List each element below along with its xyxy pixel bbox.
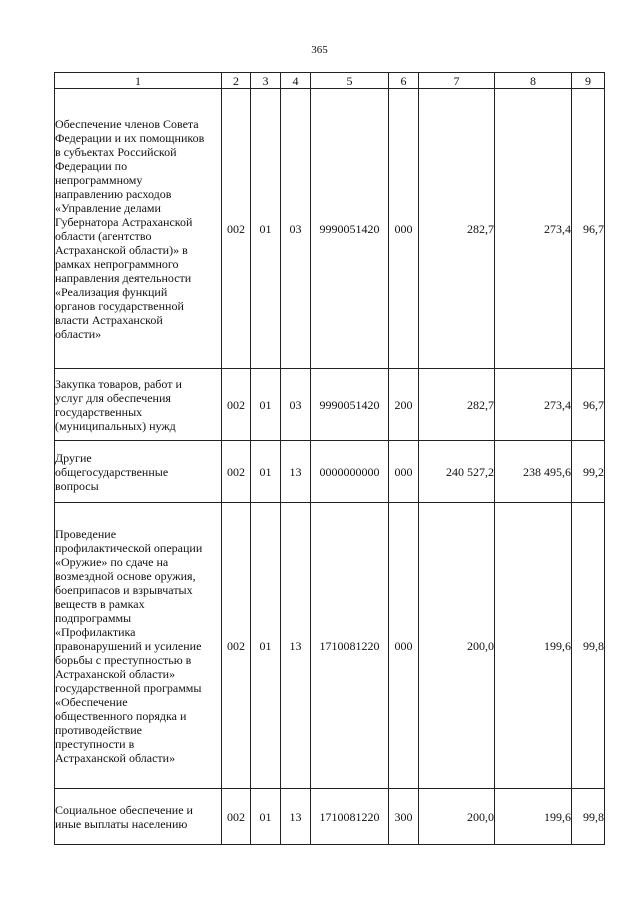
cell-c8: 199,6 bbox=[495, 789, 572, 845]
cell-c6: 000 bbox=[389, 503, 419, 789]
row-name-text: Закупка товаров, работ и услуг для обеспечения государственных (муниципальных) нужд bbox=[55, 376, 182, 433]
cell-c4: 13 bbox=[281, 789, 311, 845]
row-name-text: Социальное обеспечение и иные выплаты населению bbox=[55, 802, 193, 831]
table-row bbox=[55, 789, 605, 845]
budget-table bbox=[54, 72, 605, 845]
table-row bbox=[55, 441, 605, 503]
column-header: 7 bbox=[419, 73, 495, 89]
cell-c8: 273,4 bbox=[495, 89, 572, 369]
column-header: 1 bbox=[55, 73, 222, 89]
cell-c2: 002 bbox=[222, 503, 251, 789]
cell-c2: 002 bbox=[222, 441, 251, 503]
cell-c4: 03 bbox=[281, 89, 311, 369]
column-header: 4 bbox=[281, 73, 311, 89]
row-name-cell bbox=[55, 369, 222, 441]
cell-c4: 13 bbox=[281, 441, 311, 503]
cell-c2: 002 bbox=[222, 369, 251, 441]
row-name-cell bbox=[55, 789, 222, 845]
column-header: 3 bbox=[251, 73, 281, 89]
cell-c9: 96,7 bbox=[572, 369, 605, 441]
header-row bbox=[55, 73, 605, 89]
row-name-text: Другие общегосударственные вопросы bbox=[55, 450, 169, 493]
column-header: 8 bbox=[495, 73, 572, 89]
column-header: 9 bbox=[572, 73, 605, 89]
cell-c4: 03 bbox=[281, 369, 311, 441]
cell-c8: 199,6 bbox=[495, 503, 572, 789]
cell-c5: 9990051420 bbox=[311, 89, 389, 369]
cell-c7: 240 527,2 bbox=[419, 441, 495, 503]
row-name-text: Проведение профилактической операции «Оружие» по сдаче на возмездной основе оружия, боеприпасов и взрывчатых веществ в рамках подпрограммы «Профилактика правонарушений и усиление борьбы с преступностью в Астраханской области» государственной программы «Обеспечение общественного порядка и противодействие преступности в Астраханской области» bbox=[55, 526, 203, 765]
row-name-cell bbox=[55, 503, 222, 789]
cell-c6: 200 bbox=[389, 369, 419, 441]
cell-c4: 13 bbox=[281, 503, 311, 789]
row-name-text: Обеспечение членов Совета Федерации и их помощников в субъектах Российской Федерации по непрограммному направлению расходов «Управление делами Губернатора Астраханской области (агентство Астраханской области)» в рамках непрограммного направления деятельности «Реализация функций органов государственной власти Астраханской области» bbox=[55, 116, 205, 341]
table-row bbox=[55, 369, 605, 441]
cell-c3: 01 bbox=[251, 369, 281, 441]
table-row bbox=[55, 89, 605, 369]
cell-c9: 99,8 bbox=[572, 789, 605, 845]
cell-c8: 238 495,6 bbox=[495, 441, 572, 503]
cell-c5: 1710081220 bbox=[311, 789, 389, 845]
column-header: 5 bbox=[311, 73, 389, 89]
cell-c9: 99,8 bbox=[572, 503, 605, 789]
column-header: 6 bbox=[389, 73, 419, 89]
cell-c7: 200,0 bbox=[419, 789, 495, 845]
cell-c6: 000 bbox=[389, 89, 419, 369]
cell-c7: 282,7 bbox=[419, 369, 495, 441]
cell-c8: 273,4 bbox=[495, 369, 572, 441]
cell-c7: 282,7 bbox=[419, 89, 495, 369]
cell-c6: 300 bbox=[389, 789, 419, 845]
cell-c5: 9990051420 bbox=[311, 369, 389, 441]
cell-c2: 002 bbox=[222, 89, 251, 369]
cell-c3: 01 bbox=[251, 89, 281, 369]
cell-c3: 01 bbox=[251, 503, 281, 789]
page-number: 365 bbox=[311, 44, 328, 56]
cell-c5: 0000000000 bbox=[311, 441, 389, 503]
cell-c5: 1710081220 bbox=[311, 503, 389, 789]
row-name-cell bbox=[55, 441, 222, 503]
cell-c3: 01 bbox=[251, 441, 281, 503]
cell-c9: 96,7 bbox=[572, 89, 605, 369]
column-header: 2 bbox=[222, 73, 251, 89]
cell-c3: 01 bbox=[251, 789, 281, 845]
cell-c7: 200,0 bbox=[419, 503, 495, 789]
table-row bbox=[55, 503, 605, 789]
cell-c9: 99,2 bbox=[572, 441, 605, 503]
cell-c6: 000 bbox=[389, 441, 419, 503]
cell-c2: 002 bbox=[222, 789, 251, 845]
row-name-cell bbox=[55, 89, 222, 369]
